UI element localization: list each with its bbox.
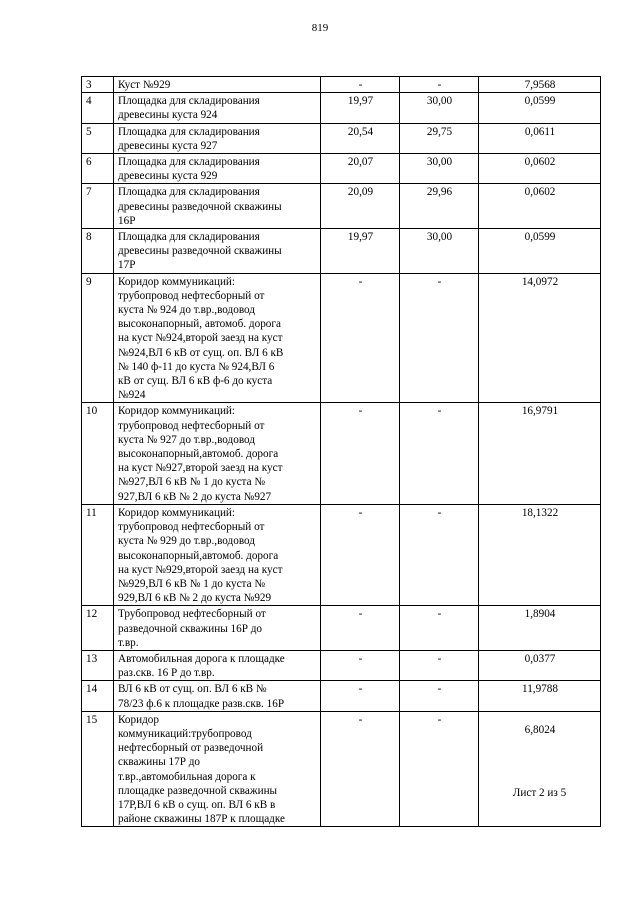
object-name-line: древесины куста 924: [118, 109, 218, 122]
object-name-line: разведочной скважины 16Р до: [118, 622, 263, 635]
object-name-line: площадке разведочной скважины: [118, 784, 278, 797]
object-name: [114, 93, 321, 123]
area-value: 6,8024: [524, 723, 556, 736]
row-number: 5: [82, 123, 114, 153]
object-name-line: Площадка для складирования: [118, 156, 260, 169]
row-number: 3: [82, 77, 114, 93]
object-name-line: скважины 17Р до: [118, 756, 201, 769]
object-name-line: на куст №927,второй заезд на куст: [118, 462, 283, 475]
object-name-line: древесины куста 929: [118, 170, 218, 183]
object-name: [114, 273, 321, 403]
object-name-line: Коридор коммуникаций:: [118, 506, 236, 519]
object-name-line: Площадка для складирования: [118, 186, 260, 199]
area-value: 0,0602: [479, 184, 601, 229]
width-value: 29,96: [400, 184, 479, 229]
area-value: 0,0599: [479, 93, 601, 123]
length-value: 20,07: [321, 154, 400, 184]
object-name-line: ВЛ 6 кВ от сущ. оп. ВЛ 6 кВ №: [118, 683, 267, 696]
table-row: [82, 77, 601, 93]
object-name: [114, 229, 321, 274]
width-value: 30,00: [400, 154, 479, 184]
object-name-line: трубопровод нефтесборный от: [118, 289, 265, 302]
object-name-line: куста № 924 до т.вр.,водовод: [118, 304, 256, 317]
object-name-line: Трубопровод нефтесборный от: [118, 608, 266, 621]
object-name-line: высоконапорный, автомоб. дорога: [118, 318, 281, 331]
row-number: 6: [82, 154, 114, 184]
object-name-line: коммуникаций:трубопровод: [118, 727, 252, 740]
object-name: [114, 123, 321, 153]
object-name: [114, 154, 321, 184]
object-name-line: районе скважины 187Р к площадке: [118, 813, 285, 826]
width-value: -: [400, 681, 479, 711]
object-name: [114, 606, 321, 651]
object-name-line: №924,ВЛ 6 кВ от сущ. оп. ВЛ 6 кВ: [118, 346, 284, 359]
object-name: [114, 650, 321, 680]
object-name-line: Площадка для складирования: [118, 125, 260, 138]
object-name-line: куста № 929 до т.вр.,водовод: [118, 535, 256, 548]
width-value: -: [400, 650, 479, 680]
width-value: -: [400, 606, 479, 651]
row-number: 11: [82, 504, 114, 605]
length-value: 20,09: [321, 184, 400, 229]
object-name-line: раз.скв. 16 Р до т.вр.: [118, 667, 215, 680]
row-number: 10: [82, 403, 114, 504]
area-value: 0,0602: [479, 154, 601, 184]
row-number: 15: [82, 711, 114, 827]
object-name-line: Коридор коммуникаций:: [118, 405, 236, 418]
width-value: -: [400, 711, 479, 827]
table-row: [82, 681, 601, 711]
object-name-line: т.вр.: [118, 636, 139, 649]
area-value: 0,0377: [479, 650, 601, 680]
row-number: 9: [82, 273, 114, 403]
object-name-line: Коридор: [118, 713, 159, 726]
table-row: [82, 229, 601, 274]
object-name-line: Площадка для складирования: [118, 231, 260, 244]
table-row: [82, 606, 601, 651]
object-name-line: нефтесборный от разведочной: [118, 742, 264, 755]
object-name-line: т.вр.,автомобильная дорога к: [118, 770, 256, 783]
length-value: 19,97: [321, 229, 400, 274]
object-name: [114, 184, 321, 229]
row-number: 8: [82, 229, 114, 274]
object-name-line: Площадка для складирования: [118, 95, 260, 108]
object-name-line: 16Р: [118, 214, 136, 227]
sheet-note: Лист 2 из 5: [512, 787, 567, 800]
area-cell: [479, 711, 601, 827]
width-value: -: [400, 504, 479, 605]
object-name-line: Автомобильная дорога к площадке: [118, 652, 285, 665]
object-name-line: высоконапорный,автомоб. дорога: [118, 549, 279, 562]
object-name: [114, 681, 321, 711]
area-value: 0,0599: [479, 229, 601, 274]
width-value: 30,00: [400, 93, 479, 123]
area-value: 14,0972: [479, 273, 601, 403]
length-value: -: [321, 77, 400, 93]
width-value: -: [400, 273, 479, 403]
length-value: -: [321, 650, 400, 680]
width-value: 30,00: [400, 229, 479, 274]
table-row: [82, 184, 601, 229]
object-name-line: трубопровод нефтесборный от: [118, 419, 265, 432]
area-value: 18,1322: [479, 504, 601, 605]
table-row: [82, 504, 601, 605]
table-row: [82, 93, 601, 123]
object-name-line: на куст №929,второй заезд на куст: [118, 563, 283, 576]
object-name: [114, 504, 321, 605]
area-value: 7,9568: [479, 77, 601, 93]
table-row: [82, 403, 601, 504]
object-name-line: №924: [118, 389, 146, 402]
object-name-line: трубопровод нефтесборный от: [118, 521, 265, 534]
length-value: 19,97: [321, 93, 400, 123]
table-row: [82, 273, 601, 403]
row-number: 14: [82, 681, 114, 711]
land-plots-table: [81, 76, 601, 827]
table-row: [82, 154, 601, 184]
object-name-line: 78/23 ф.6 к площадке разв.скв. 16Р: [118, 697, 285, 710]
table-row: [82, 711, 601, 827]
area-value: 1,8904: [479, 606, 601, 651]
row-number: 12: [82, 606, 114, 651]
object-name-line: Коридор коммуникаций:: [118, 275, 236, 288]
object-name-line: древесины куста 927: [118, 139, 218, 152]
object-name-line: №929,ВЛ 6 кВ № 1 до куста №: [118, 577, 265, 590]
length-value: -: [321, 504, 400, 605]
row-number: 7: [82, 184, 114, 229]
object-name-line: 17Р: [118, 259, 136, 272]
row-number: 13: [82, 650, 114, 680]
object-name-line: древесины разведочной скважины: [118, 245, 282, 258]
length-value: -: [321, 403, 400, 504]
object-name-line: Куст №929: [118, 79, 171, 91]
area-value: 16,9791: [479, 403, 601, 504]
width-value: 29,75: [400, 123, 479, 153]
object-name-line: 929,ВЛ 6 кВ № 2 до куста №929: [118, 592, 272, 605]
object-name-line: 17Р,ВЛ 6 кВ о сущ. оп. ВЛ 6 кВ в: [118, 798, 276, 811]
table-row: [82, 123, 601, 153]
width-value: -: [400, 77, 479, 93]
object-name-line: №927,ВЛ 6 кВ № 1 до куста №: [118, 476, 265, 489]
row-number: 4: [82, 93, 114, 123]
object-name: [114, 711, 321, 827]
object-name-line: 927,ВЛ 6 кВ № 2 до куста №927: [118, 490, 272, 503]
length-value: -: [321, 681, 400, 711]
object-name-line: кВ от сущ. ВЛ 6 кВ ф-6 до куста: [118, 375, 273, 388]
object-name-line: высоконапорный,автомоб. дорога: [118, 448, 279, 461]
area-value: 11,9788: [479, 681, 601, 711]
object-name-line: № 140 ф-11 до куста № 924,ВЛ 6: [118, 360, 275, 373]
object-name-line: на куст №924,второй заезд на куст: [118, 332, 283, 345]
area-value: 0,0611: [479, 123, 601, 153]
page-number: 819: [311, 22, 329, 34]
table-row: [82, 650, 601, 680]
width-value: -: [400, 403, 479, 504]
object-name: [114, 403, 321, 504]
length-value: 20,54: [321, 123, 400, 153]
length-value: -: [321, 273, 400, 403]
object-name-line: куста № 927 до т.вр.,водовод: [118, 433, 256, 446]
length-value: -: [321, 606, 400, 651]
length-value: -: [321, 711, 400, 827]
object-name-line: древесины разведочной скважины: [118, 200, 282, 213]
object-name: [114, 77, 321, 93]
